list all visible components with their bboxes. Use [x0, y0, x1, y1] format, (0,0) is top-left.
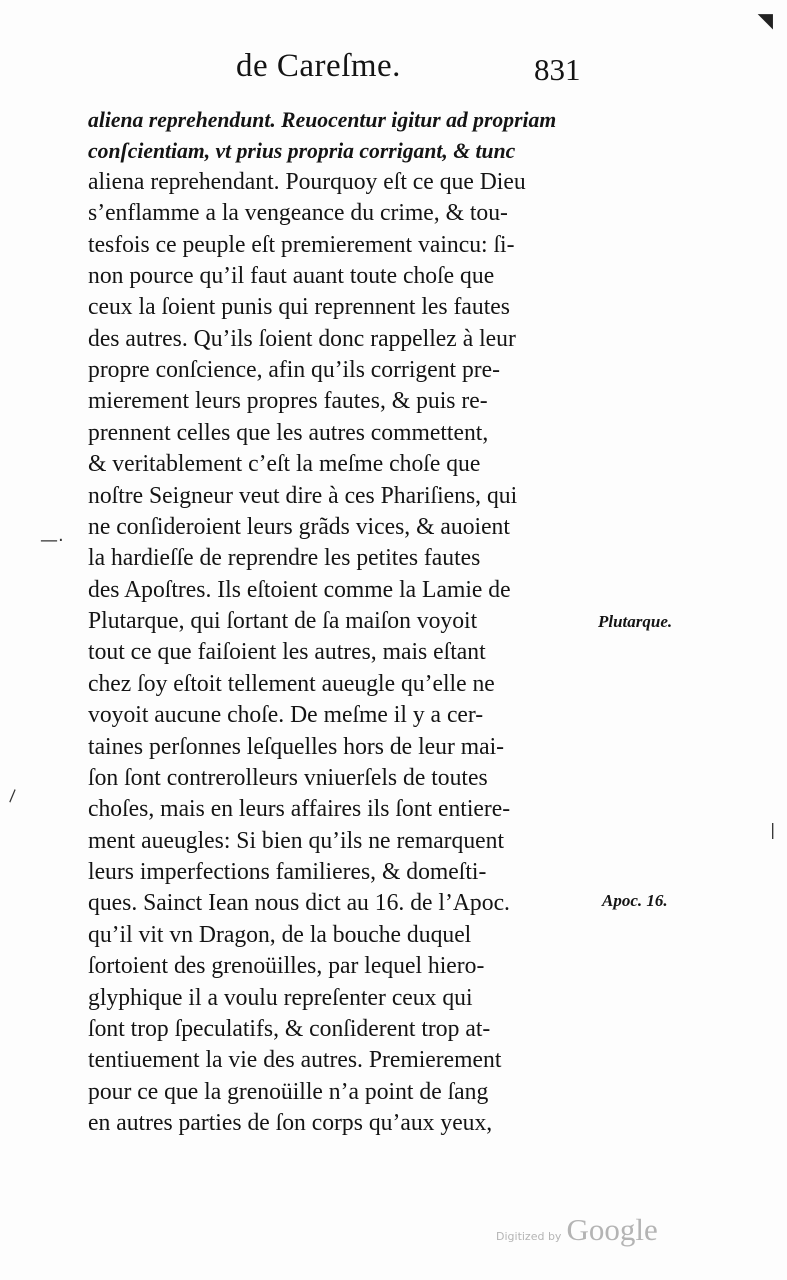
text-line: leurs imperfections familieres, & domeſti-	[88, 859, 487, 885]
text-line: non pource qu’il faut auant toute choſe que	[88, 262, 495, 289]
stray-ink-mark: —·	[40, 530, 64, 551]
text-line: noſtre Seigneur veut dire à ces Phariſiens, qui	[88, 482, 518, 509]
digitized-watermark	[496, 1212, 658, 1248]
text-line: tentiuement la vie des autres. Premierement	[88, 1047, 502, 1074]
text-line: propre conſcience, afin qu’ils corrigent pre-	[88, 357, 501, 383]
text-line: chez ſoy eſtoit tellement aueugle qu’elle ne	[88, 670, 495, 697]
text-line: des Apoſtres. Ils eſtoient comme la Lamie de	[88, 576, 511, 603]
text-line: ques. Sainct Iean nous dict au 16. de l’Apoc.	[88, 890, 510, 917]
text-line: glyphique il a voulu repreſenter ceux qui	[88, 984, 473, 1011]
text-line: s’enflamme a la vengeance du crime, & tou-	[88, 200, 508, 227]
text-line: aliena reprehendant. Pourquoy eſt ce que Dieu	[88, 168, 526, 195]
text-line: en autres parties de ſon corps qu’aux yeux,	[88, 1110, 493, 1136]
watermark-prefix: Digitized by	[496, 1230, 562, 1243]
text-line: tesfois ce peuple eſt premierement vaincu: ſi-	[88, 231, 515, 258]
page-number: 831	[534, 52, 581, 87]
text-line: voyoit aucune choſe. De meſme il y a cer-	[88, 702, 484, 729]
text-line: la hardieſſe de reprendre les petites fautes	[88, 545, 481, 572]
text-line: pour ce que la grenoüille n’a point de ſang	[88, 1078, 489, 1105]
text-line: taines perſonnes leſquelles hors de leur mai-	[88, 733, 505, 760]
text-line: ceux la ſoient punis qui reprennent les fautes	[88, 294, 510, 321]
text-line: Plutarque, qui ſortant de ſa maiſon voyoit	[88, 608, 478, 634]
text-line: & veritablement c’eſt la meſme choſe que	[88, 451, 481, 478]
text-line: ne conſideroient leurs grãds vices, & auoient	[88, 513, 510, 540]
text-line: ſont trop ſpeculatifs, & conſiderent trop at-	[88, 1015, 491, 1042]
stray-ink-mark: \	[4, 786, 21, 805]
text-line: aliena reprehendunt. Reuocentur igitur ad propriam	[88, 107, 557, 132]
text-line: ſon ſont contrerolleurs vniuerſels de toutes	[88, 764, 488, 791]
watermark-brand: Google	[566, 1212, 658, 1247]
text-line: des autres. Qu’ils ſoient donc rappellez à leur	[88, 325, 516, 352]
stray-ink-mark: |	[770, 820, 776, 839]
body-text-block	[88, 104, 608, 1139]
text-line: prennent celles que les autres commettent,	[88, 419, 489, 446]
text-line: choſes, mais en leurs affaires ils ſont entiere-	[88, 796, 511, 823]
margin-note-apoc: Apoc. 16.	[602, 891, 668, 910]
text-line: conſcientiam, vt prius propria corrigant, & tunc	[88, 138, 516, 164]
text-line: tout ce que faiſoient les autres, mais eſtant	[88, 639, 486, 666]
text-line: mierement leurs propres fautes, & puis re-	[88, 388, 488, 415]
corner-fold-mark: ◥	[757, 8, 773, 32]
running-head-title: de Careſme.	[236, 48, 401, 84]
margin-note-plutarque: Plutarque.	[598, 612, 673, 631]
text-line: ment aueugles: Si bien qu’ils ne remarquent	[88, 827, 505, 854]
text-line: ſortoient des grenoüilles, par lequel hiero-	[88, 953, 485, 980]
text-line: qu’il vit vn Dragon, de la bouche duquel	[88, 921, 472, 948]
